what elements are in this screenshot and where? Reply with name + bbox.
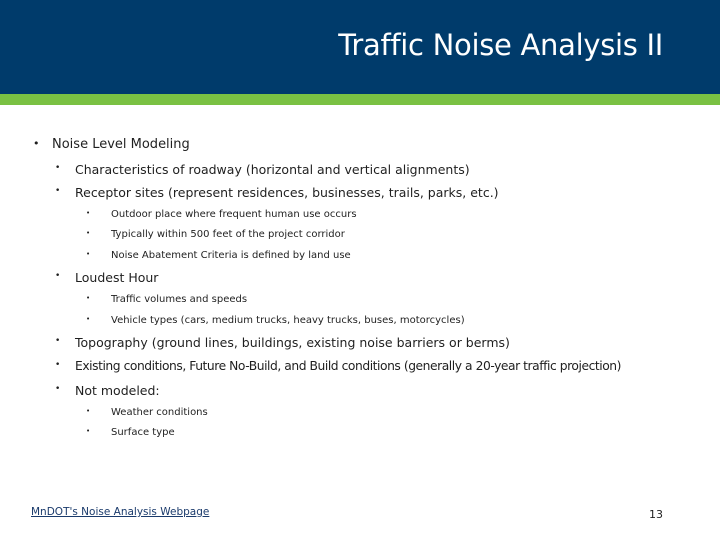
bullet-text: Outdoor place where frequent human use occurs bbox=[111, 209, 357, 220]
bullet-text: Not modeled: bbox=[75, 383, 160, 398]
bullet-item bbox=[55, 185, 499, 200]
bullet-text: Topography (ground lines, buildings, existing noise barriers or berms) bbox=[75, 335, 510, 350]
bullet-item bbox=[33, 137, 190, 152]
bullet-icon: • bbox=[55, 336, 61, 346]
bullet-text: Surface type bbox=[111, 427, 175, 438]
bullet-icon: • bbox=[86, 229, 91, 237]
bullet-item bbox=[86, 209, 357, 220]
slide-title: Traffic Noise Analysis II bbox=[338, 28, 663, 62]
bullet-text: Noise Abatement Criteria is defined by land use bbox=[111, 250, 351, 261]
bullet-icon: • bbox=[86, 209, 91, 217]
bullet-icon: • bbox=[33, 137, 40, 150]
bullet-item bbox=[86, 229, 345, 240]
bullet-text: Characteristics of roadway (horizontal and vertical alignments) bbox=[75, 162, 470, 177]
bullet-item bbox=[86, 407, 208, 418]
bullet-item bbox=[86, 250, 351, 261]
bullet-text: Loudest Hour bbox=[75, 270, 159, 285]
page-number: 13 bbox=[649, 508, 663, 521]
bullet-icon: • bbox=[86, 427, 91, 435]
bullet-item bbox=[55, 270, 159, 285]
bullet-item bbox=[55, 359, 622, 373]
bullet-icon: • bbox=[55, 360, 61, 370]
bullet-item bbox=[86, 315, 465, 326]
bullet-icon: • bbox=[86, 315, 91, 323]
bullet-item bbox=[55, 335, 510, 350]
bullet-text: Noise Level Modeling bbox=[52, 137, 190, 152]
noise-analysis-webpage-link[interactable]: MnDOT's Noise Analysis Webpage bbox=[31, 506, 210, 518]
bullet-text: Receptor sites (represent residences, businesses, trails, parks, etc.) bbox=[75, 185, 499, 200]
bullet-icon: • bbox=[55, 186, 61, 196]
bullet-item bbox=[55, 383, 160, 398]
bullet-icon: • bbox=[86, 250, 91, 258]
bullet-icon: • bbox=[55, 384, 61, 394]
bullet-icon: • bbox=[55, 271, 61, 281]
bullet-text: Existing conditions, Future No-Build, and Build conditions (generally a 20-year traffic projection) bbox=[75, 359, 622, 373]
bullet-item bbox=[86, 427, 175, 438]
bullet-text: Weather conditions bbox=[111, 407, 208, 418]
bullet-icon: • bbox=[86, 407, 91, 415]
bullet-text: Vehicle types (cars, medium trucks, heavy trucks, buses, motorcycles) bbox=[111, 315, 465, 326]
bullet-text: Traffic volumes and speeds bbox=[111, 294, 248, 305]
bullet-item bbox=[55, 162, 470, 177]
bullet-icon: • bbox=[86, 294, 91, 302]
bullet-icon: • bbox=[55, 163, 61, 173]
bullet-item bbox=[86, 294, 248, 305]
bullet-text: Typically within 500 feet of the project corridor bbox=[111, 229, 345, 240]
